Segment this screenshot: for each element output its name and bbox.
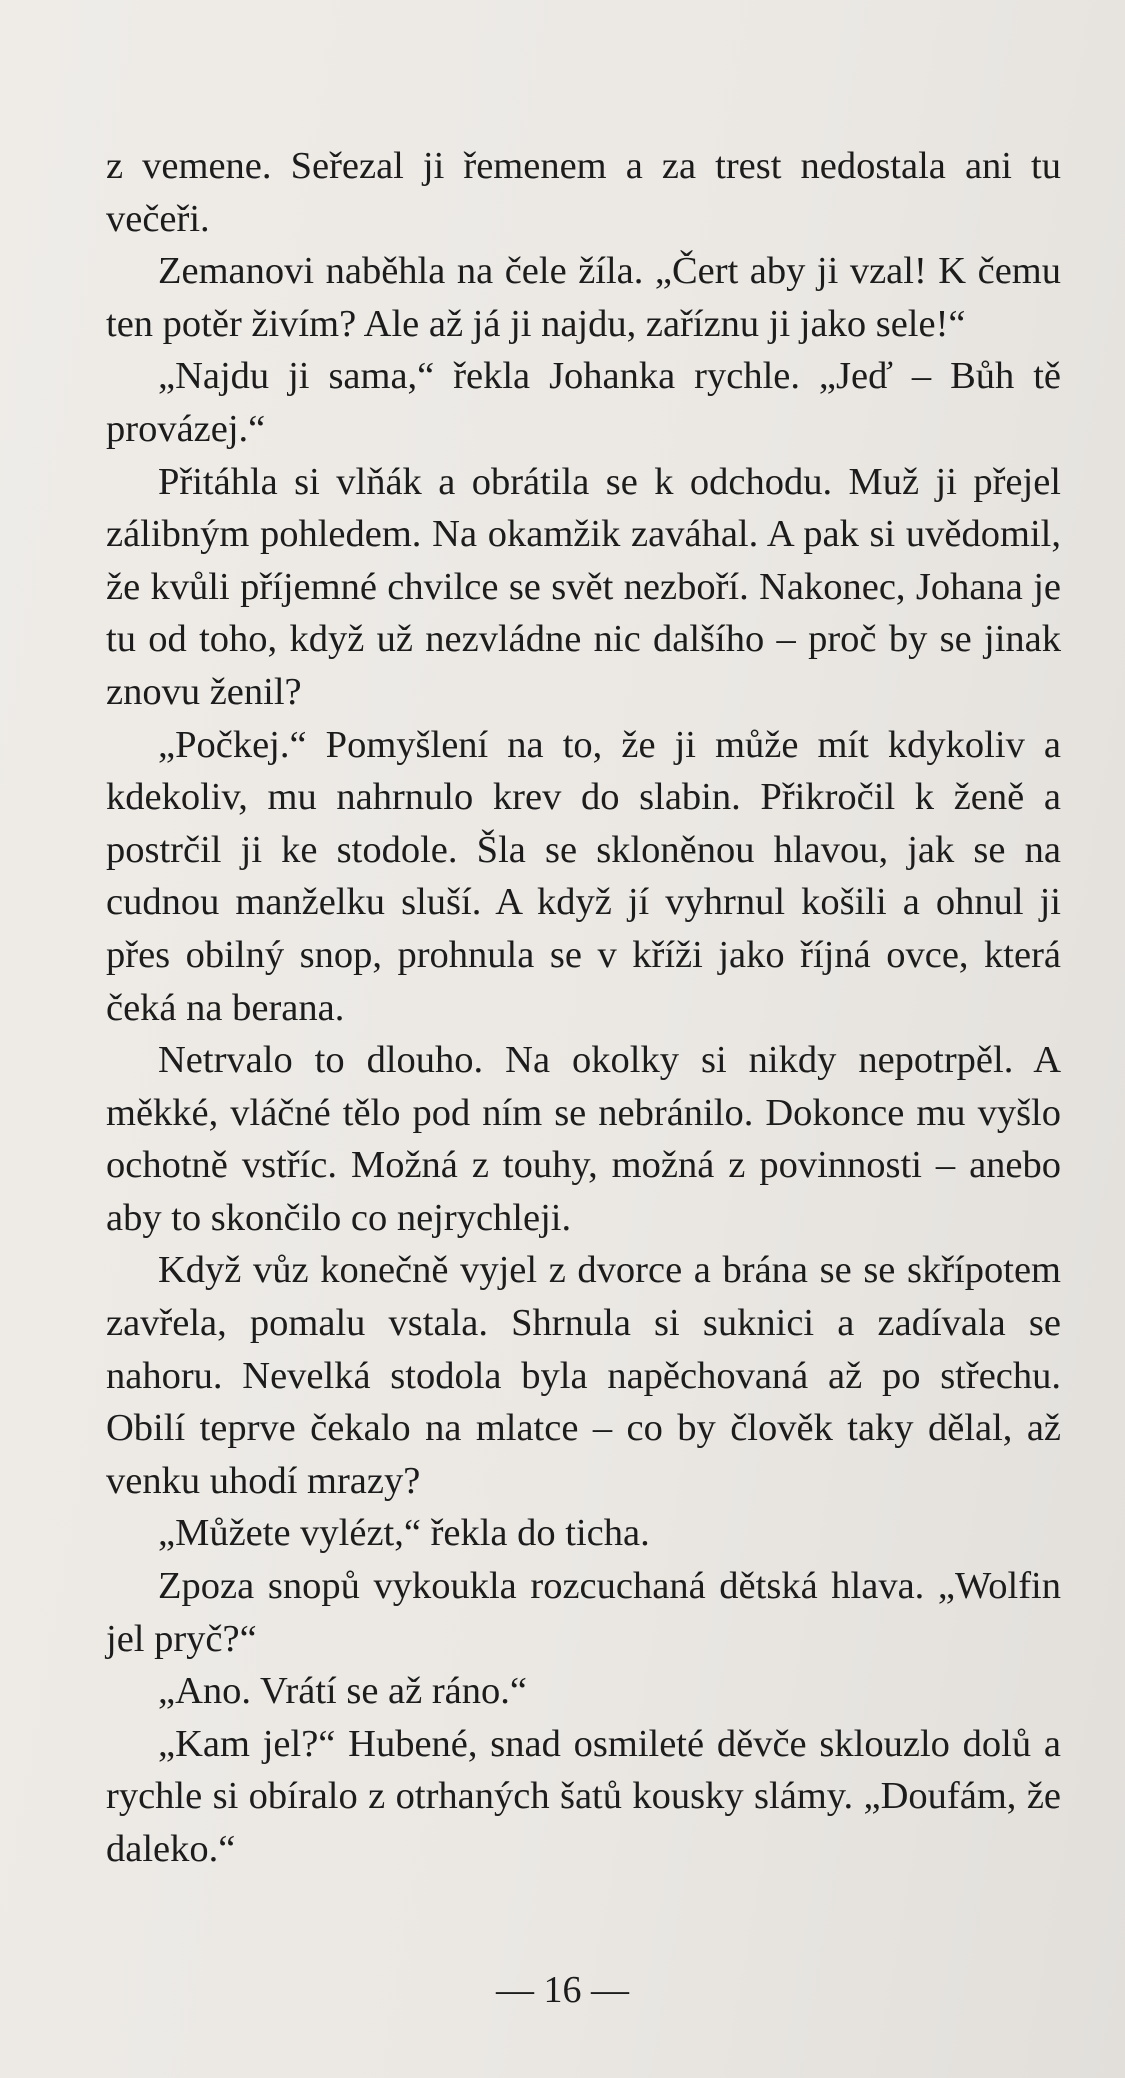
- paragraph-7: Když vůz konečně vyjel z dvorce a brána se se skřípotem zavřela, pomalu vstala. Shrnula si suknici a zadívala se nahoru. Nevelká stodola byla napěchovaná až po střechu. Obilí teprve čekalo na mlatce – co by člověk taky dělal, až venku uhodí mrazy?: [106, 1249, 1061, 1502]
- paragraph-9: Zpoza snopů vykoukla rozcuchaná dětská hlava. „Wolfin jel pryč?“: [106, 1565, 1061, 1660]
- paragraph-1: z vemene. Seřezal ji řemenem a za trest nedostala ani tu večeři.: [106, 145, 1061, 240]
- paragraph-5: „Počkej.“ Pomyšlení na to, že ji může mít kdykoliv a kdekoliv, mu nahrnulo krev do slabin. Přikročil k ženě a postrčil ji ke stodole. Šla se skloněnou hlavou, jak se na cudnou manželku sluší. A když jí vyhrnul košili a ohnul ji přes obilný snop, prohnula se v kříži jako říjná ovce, která čeká na berana.: [106, 723, 1061, 1029]
- paragraph-10: „Ano. Vrátí se až ráno.“: [158, 1670, 527, 1713]
- paragraph-4: Přitáhla si vlňák a obrátila se k odchodu. Muž ji přejel zálibným pohledem. Na okamžik zaváhal. A pak si uvědomil, že kvůli příjemné chvilce se svět nezboří. Nakonec, Johana je tu od toho, když už nezvládne nic dalšího – proč by se jinak znovu ženil?: [106, 460, 1061, 713]
- paragraph-3: „Najdu ji sama,“ řekla Johanka rychle. „Jeď – Bůh tě provázej.“: [106, 355, 1061, 450]
- page-number: — 16 —: [496, 1969, 629, 2011]
- paragraph-11: „Kam jel?“ Hubené, snad osmileté děvče sklouzlo dolů a rychle si obíralo z otrhaných šatů kousky slámy. „Doufám, že daleko.“: [106, 1722, 1061, 1870]
- paragraph-8: „Můžete vylézt,“ řekla do ticha.: [158, 1512, 650, 1555]
- paragraph-2: Zemanovi naběhla na čele žíla. „Čert aby ji vzal! K čemu ten potěr živím? Ale až já ji najdu, zaříznu ji jako sele!“: [106, 250, 1061, 345]
- paragraph-6: Netrvalo to dlouho. Na okolky si nikdy nepotrpěl. A měkké, vláčné tělo pod ním se nebránilo. Dokonce mu vyšlo ochotně vstříc. Možná z touhy, možná z povinnosti – anebo aby to skončilo co nejrychleji.: [106, 1039, 1061, 1239]
- body-text: [106, 140, 1061, 1876]
